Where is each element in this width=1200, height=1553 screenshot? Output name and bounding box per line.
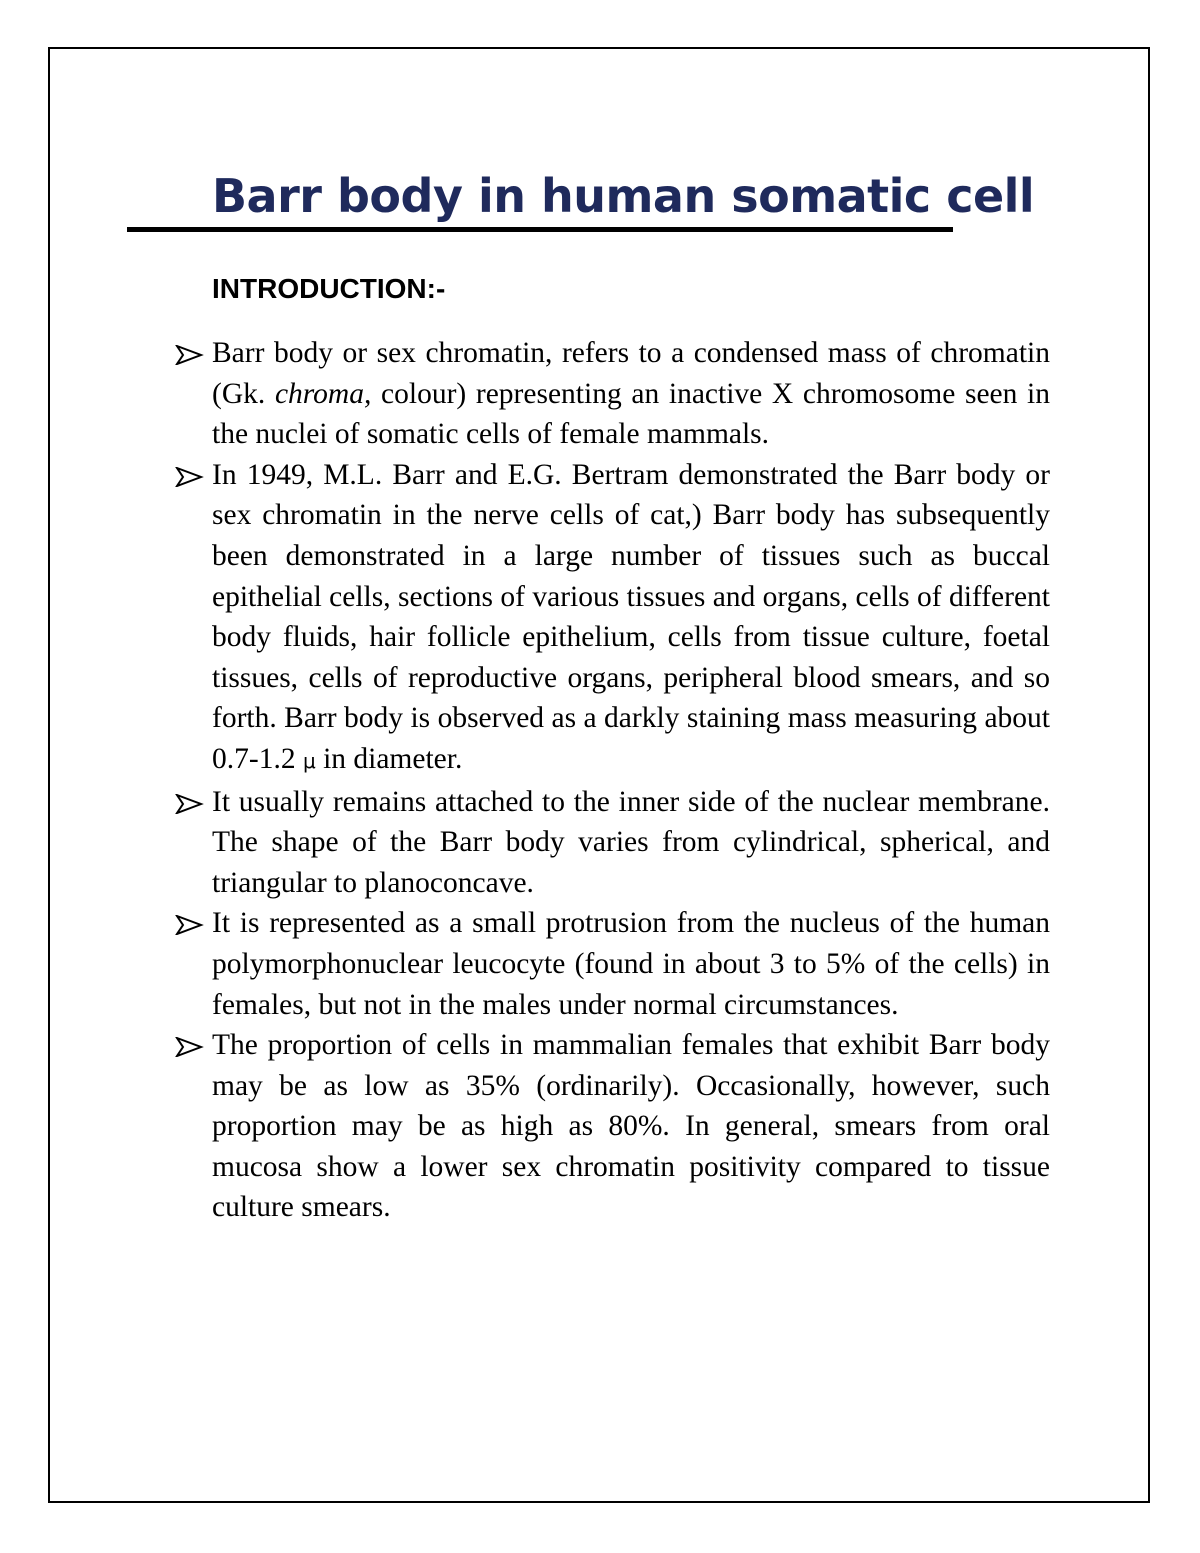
bullet-item (212, 1025, 1050, 1228)
bullet-text: It usually remains attached to the inner side of the nuclear membrane. The shape of the Barr body varies from cylindrical, spherical, and triangular to planoconcave. (212, 785, 1050, 899)
section-heading: INTRODUCTION:- (212, 273, 446, 304)
bullet-list (212, 333, 1050, 1228)
arrowhead-icon (174, 794, 204, 814)
bullet-text: It is represented as a small protrusion from the nucleus of the human polymorphonuclear leucocyte (found in about 3 to 5% of the cells) in females, but not in the males under normal circumstances. (212, 907, 1050, 1021)
bullet-italic-term: chroma, (274, 377, 372, 410)
page-title: Barr body in human somatic cell (212, 169, 1035, 223)
bullet-item (212, 333, 1050, 455)
arrowhead-icon (174, 345, 204, 365)
bullet-item (212, 455, 1050, 782)
bullet-text: in diameter. (315, 742, 463, 775)
bullet-item (212, 782, 1050, 904)
arrowhead-icon (174, 1037, 204, 1057)
bullet-text: colour) representing an inactive X chromosome seen in the nuclei of somatic cells of female mammals. (212, 377, 1050, 451)
arrowhead-icon (174, 915, 204, 935)
bullet-text: Barr body or sex chromatin, refers to a condensed mass of chromatin (Gk. (212, 337, 1050, 410)
bullet-text: In 1949, M.L. Barr and E.G. Bertram demonstrated the Barr body or sex chromatin in the nerve cells of cat,) Barr body has subsequently been demonstrated in a large number of tissues such as buccal epithelial cells, sections of various tissues and organs, cells of different body fluids, hair follicle epithelium, cells from tissue culture, foetal tissues, cells of reproductive organs, peripheral blood smears, and so forth. Barr body is observed as a darkly staining mass measuring about 0.7-1.2 (212, 458, 1050, 775)
bullet-item (212, 903, 1050, 1025)
arrowhead-icon (174, 467, 204, 487)
bullet-text: The proportion of cells in mammalian females that exhibit Barr body may be as low as 35% (ordinarily). Occasionally, however, such proportion may be as high as 80%. In general, smears from oral mucosa show a lower sex chromatin positivity compared to tissue culture smears. (212, 1029, 1050, 1224)
micron-symbol: μ (302, 748, 316, 773)
title-underline (127, 227, 953, 232)
